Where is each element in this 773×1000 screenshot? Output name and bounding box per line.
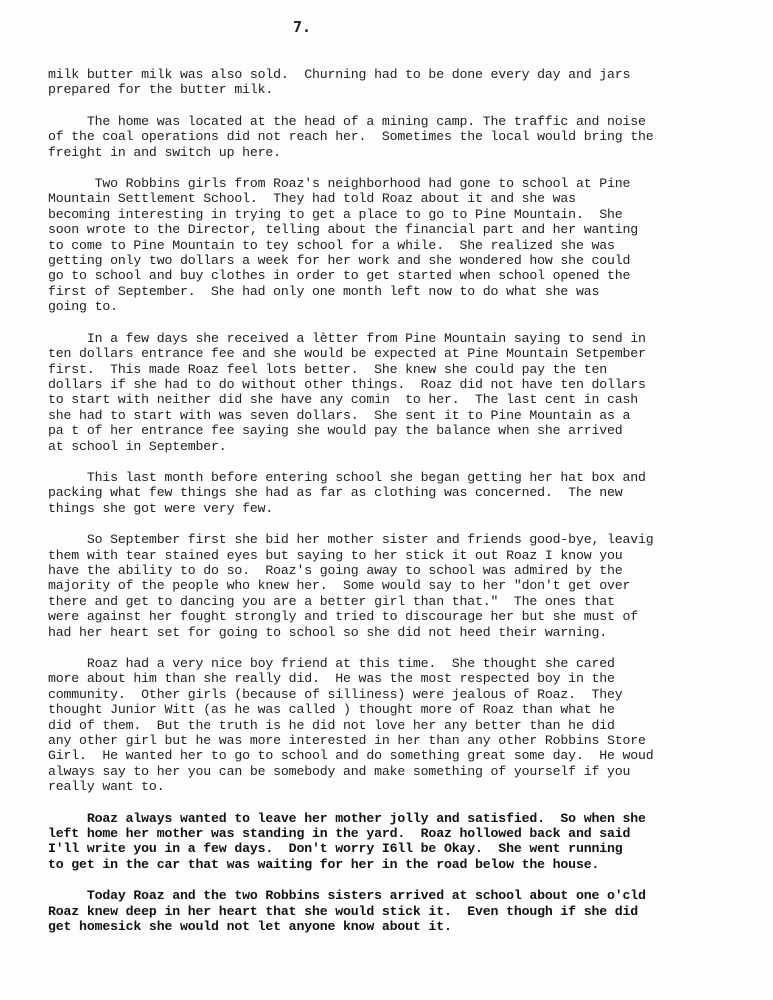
text-line: Two Robbins girls from Roaz's neighborhood had gone to school at Pine (48, 176, 631, 192)
text-line: really want to. (48, 779, 165, 795)
text-line: any other girl but he was more interested in her than any other Robbins Store (48, 733, 646, 749)
paragraph (48, 656, 760, 795)
text-line: get homesick she would not let anyone know about it. (48, 919, 452, 935)
text-line: So September first she bid her mother sister and friends good-bye, leavig (48, 532, 654, 548)
text-line: always say to her you can be somebody and make something of yourself if you (48, 763, 631, 779)
text-line: did of them. But the truth is he did not love her any better than he did (48, 717, 615, 733)
text-line: pa t of her entrance fee saying she would pay the balance when she arrived (48, 423, 623, 439)
page-number: 7. (293, 18, 312, 36)
text-line: of the coal operations did not reach her. Sometimes the local would bring the (48, 129, 654, 145)
text-line: milk butter milk was also sold. Churning had to be done every day and jars (48, 67, 631, 82)
text-line: The home was located at the head of a mining camp. The traffic and noise (48, 113, 646, 129)
text-line: there and get to dancing you are a better girl than that." The ones that (48, 593, 615, 609)
text-line: ten dollars entrance fee and she would be expected at Pine Mountain Setpember (48, 346, 646, 362)
text-line: left home her mother was standing in the yard. Roaz hollowed back and said (48, 826, 631, 842)
text-line: soon wrote to the Director, telling about the financial part and her wanting (48, 222, 639, 238)
text-line: them with tear stained eyes but saying to her stick it out Roaz I know you (48, 547, 623, 563)
text-line: In a few days she received a lètter from Pine Mountain saying to send in (48, 330, 646, 346)
text-line: she had to start with was seven dollars. She sent it to Pine Mountain as a (48, 407, 631, 423)
paragraph (48, 67, 760, 98)
text-line: first of September. She had only one month left now to do what she was (48, 283, 600, 299)
text-line: Roaz always wanted to leave her mother jolly and satisfied. So when she (48, 810, 646, 826)
text-line: Girl. He wanted her to go to school and do something great some day. He woud (48, 748, 654, 764)
text-line: to start with neither did she have any comin to her. The last cent in cash (48, 392, 639, 408)
text-line: going to. (48, 299, 118, 315)
text-line: Today Roaz and the two Robbins sisters arrived at school about one o'cld (48, 888, 646, 904)
text-line: were against her fought strongly and tried to discourage her but she must of (48, 609, 639, 625)
text-line: freight in and switch up here. (48, 144, 281, 160)
text-line: had her heart set for going to school so she did not heed their warning. (48, 624, 607, 640)
text-line: go to school and buy clothes in order to get started when school opened the (48, 268, 631, 284)
text-line: first. This made Roaz feel lots better. She knew she could pay the ten (48, 361, 607, 377)
paragraph (48, 331, 760, 454)
text-line: Roaz knew deep in her heart that she would stick it. Even though if she did (48, 903, 639, 919)
text-line: have the ability to do so. Roaz's going away to school was admired by the (48, 562, 623, 578)
text-line: at school in September. (48, 438, 227, 454)
text-line: I'll write you in a few days. Don't worry I6ll be Okay. She went running (48, 841, 623, 857)
text-line: packing what few things she had as far as clothing was concerned. The new (48, 485, 623, 501)
paragraph (48, 811, 760, 873)
paragraph (48, 888, 760, 934)
text-line: to come to Pine Mountain to tey school for a while. She realized she was (48, 237, 615, 253)
text-line: dollars if she had to do without other things. Roaz did not have ten dollars (48, 376, 646, 392)
text-line: things she got were very few. (48, 500, 274, 516)
document-body (48, 67, 760, 951)
text-line: This last month before entering school she began getting her hat box and (48, 469, 646, 485)
text-line: majority of the people who knew her. Some would say to her "don't get over (48, 578, 631, 594)
paragraph (48, 470, 760, 516)
text-line: Roaz had a very nice boy friend at this time. She thought she cared (48, 656, 615, 671)
text-line: to get in the car that was waiting for her in the road below the house. (48, 856, 600, 872)
text-line: thought Junior Witt (as he was called ) thought more of Roaz than what he (48, 702, 615, 718)
text-line: Mountain Settlement School. They had told Roaz about it and she was (48, 191, 576, 207)
text-line: more about him than she really did. He was the most respected boy in the (48, 671, 615, 687)
paragraph (48, 176, 760, 315)
text-line: getting only two dollars a week for her work and she wondered how she could (48, 253, 631, 269)
text-line: becoming interesting in trying to get a place to go to Pine Mountain. She (48, 206, 623, 222)
paragraph (48, 532, 760, 640)
text-line: community. Other girls (because of silliness) were jealous of Roaz. They (48, 686, 623, 702)
paragraph (48, 114, 760, 160)
text-line: prepared for the butter milk. (48, 82, 274, 98)
